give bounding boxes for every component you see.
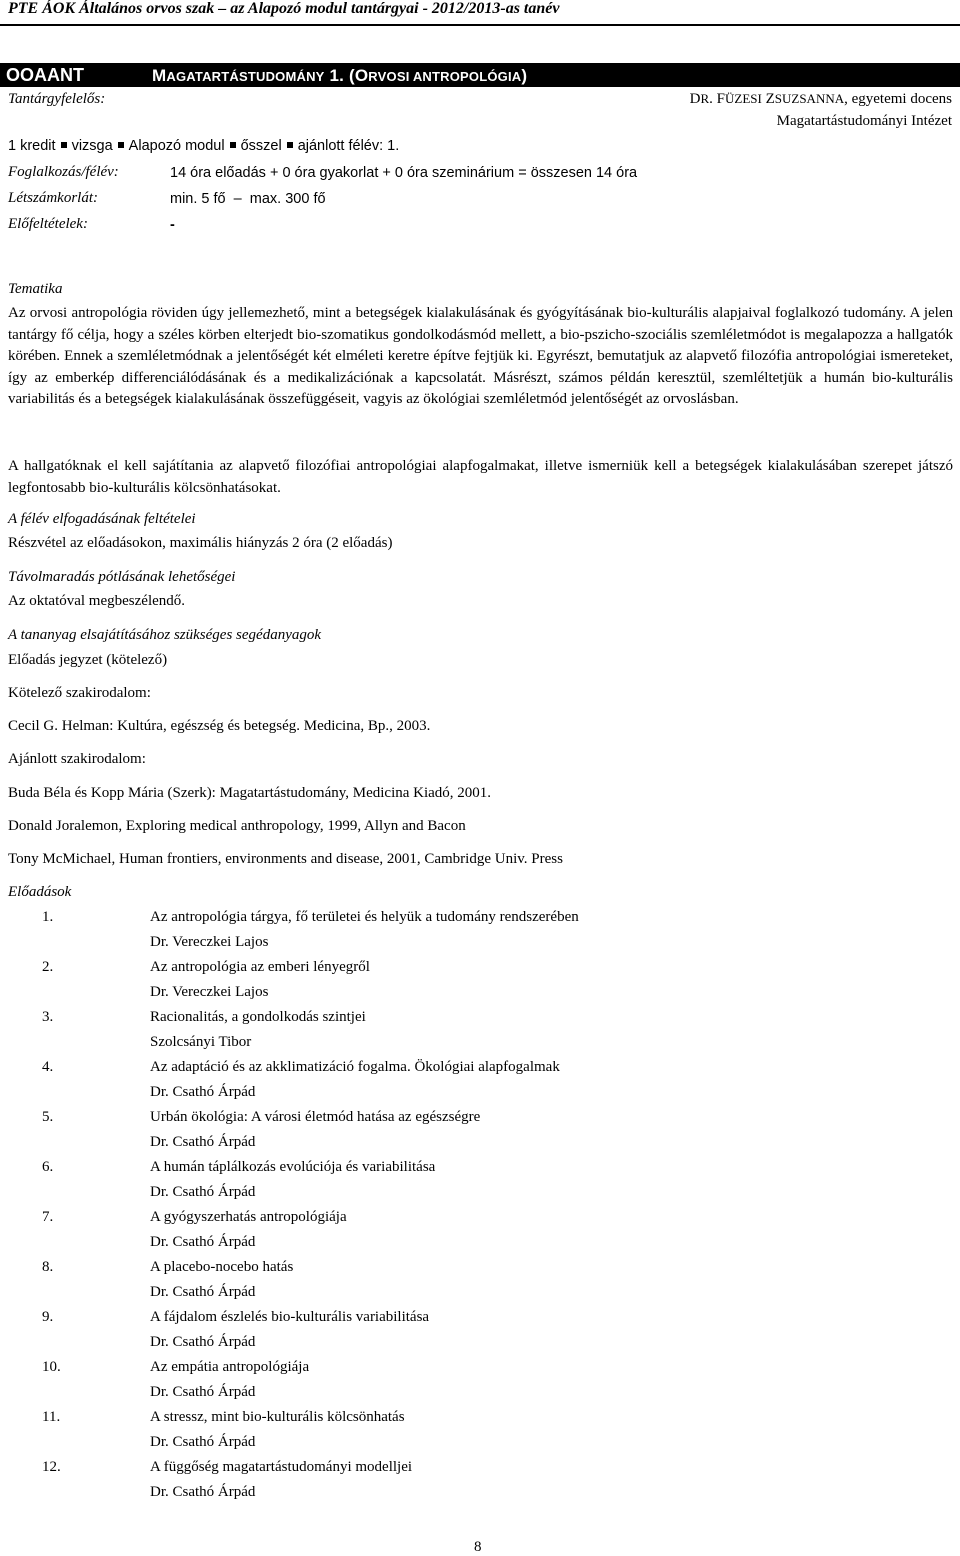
prereq-label: Előfeltételek: xyxy=(8,216,88,232)
lectures-heading: Előadások xyxy=(8,884,72,900)
acceptance-heading: A félév elfogadásának feltételei xyxy=(8,511,196,527)
lecture-title: Racionalitás, a gondolkodás szintjei xyxy=(150,1009,366,1025)
bullet-square-icon xyxy=(61,142,67,148)
lecture-lecturer: Dr. Vereczkei Lajos xyxy=(150,984,269,1000)
lecture-number: 11. xyxy=(42,1409,61,1425)
lecture-title: Az empátia antropológiája xyxy=(150,1359,310,1375)
lecture-lecturer: Dr. Csathó Árpád xyxy=(150,1284,256,1300)
lecture-number: 5. xyxy=(42,1109,54,1125)
tematika-heading: Tematika xyxy=(8,281,63,297)
responsible-name-part: SUZSANNA xyxy=(774,91,845,106)
responsible-name-part: . F xyxy=(709,91,725,107)
meta-credit: 1 kredit xyxy=(8,138,56,154)
absence-heading: Távolmaradás pótlásának lehetőségei xyxy=(8,569,236,585)
course-title-bar xyxy=(0,63,960,87)
responsible-name-part: D xyxy=(689,91,701,107)
tematika-paragraph-1: Az orvosi antropológia röviden úgy jellemezhető, mint a betegségek kialakulásának és gyógyításának bio-kulturális alapjaival foglalkozó tudomány. A jelen tantárgy fő célja, hogy a széles körben elterjedt bio-szomatikus gondolkodásmód mellett, a bio-pszicho-szociális szemléletmódot is megalapozza a hallgatók körében. Ennek a szemléletmódnak a jelentőségét két elméleti keretre építve fejtjük ki. Egyrészt, bemutatjuk az alapvető filozófia antropológiai ismereteket, így az emberkép differenciálódásának és a medikalizációnak a kapcsolatát. Másrészt, számos példán keresztül, szemléltetjük a humán bio-kulturális variabilitás és a betegségek kialakulásának összefüggéseit, vagyis az ökológiai szemléletmód jelentőségét az orvoslásban. xyxy=(8,305,953,407)
lecture-title: A fájdalom észlelés bio-kulturális variabilitása xyxy=(150,1309,430,1325)
running-header: PTE ÁOK Általános orvos szak – az Alapozó modul tantárgyai - 2012/2013-as tanév xyxy=(8,0,560,17)
recommended-literature-item: Tony McMichael, Human frontiers, environments and disease, 2001, Cambridge Univ. Press xyxy=(8,851,563,867)
meta-semester: ajánlott félév: 1. xyxy=(297,138,400,154)
lecture-lecturer: Dr. Csathó Árpád xyxy=(150,1484,256,1500)
lecture-number: 1. xyxy=(42,909,54,925)
hours-value: 14 óra előadás + 0 óra gyakorlat + 0 óra szeminárium = összesen 14 óra xyxy=(170,165,638,181)
course-code: OOAANT xyxy=(6,65,84,85)
lecture-lecturer: Dr. Csathó Árpád xyxy=(150,1184,256,1200)
responsible-name xyxy=(690,91,952,108)
responsible-name-part: Z xyxy=(761,91,775,107)
lecture-number: 6. xyxy=(42,1159,54,1175)
lecture-title: Az antropológia az emberi lényegről xyxy=(150,959,370,975)
course-name xyxy=(152,66,527,86)
meta-season: ősszel xyxy=(240,138,282,154)
required-literature-item: Cecil G. Helman: Kultúra, egészség és betegség. Medicina, Bp., 2003. xyxy=(8,718,431,734)
lecture-title: A humán táplálkozás evolúciója és variabilitása xyxy=(150,1159,436,1175)
lecture-number: 2. xyxy=(42,959,54,975)
bullet-square-icon xyxy=(118,142,124,148)
course-name-part: 1. (O xyxy=(324,66,369,85)
responsible-name-part: R xyxy=(700,91,710,106)
course-name-part: ) xyxy=(521,66,528,85)
headcount-label: Létszámkorlát: xyxy=(8,190,98,206)
tematika-paragraph-2: A hallgatóknak el kell sajátítania az alapvető filozófiai antropológiai alapfogalmakat, illetve ismerniük kell a betegségek kialakulásában szerepet játszó legfontosabb bio-kulturális kölcsönhatásokat. xyxy=(8,458,953,496)
course-meta-line xyxy=(8,138,399,154)
meta-exam: vizsga xyxy=(71,138,113,154)
lecture-title: A placebo-nocebo hatás xyxy=(150,1259,294,1275)
course-name-part: RVOSI ANTROPOLÓGIA xyxy=(368,69,522,84)
lecture-title: A stressz, mint bio-kulturális kölcsönhatás xyxy=(150,1409,405,1425)
responsible-name-part: , egyetemi docens xyxy=(844,91,952,107)
required-literature-heading: Kötelező szakirodalom: xyxy=(8,685,151,701)
lecture-lecturer: Dr. Csathó Árpád xyxy=(150,1134,256,1150)
course-name-part: AGATARTÁSTUDOMÁNY xyxy=(166,69,325,84)
lecture-lecturer: Dr. Csathó Árpád xyxy=(150,1084,256,1100)
responsible-name-part: ÜZESI xyxy=(725,91,762,106)
lecture-lecturer: Dr. Csathó Árpád xyxy=(150,1334,256,1350)
lecture-number: 10. xyxy=(42,1359,61,1375)
lecture-number: 7. xyxy=(42,1209,54,1225)
lecture-title: Az antropológia tárgya, fő területei és helyük a tudomány rendszerében xyxy=(150,909,579,925)
bullet-square-icon xyxy=(230,142,236,148)
lecture-number: 9. xyxy=(42,1309,54,1325)
institute-name: Magatartástudományi Intézet xyxy=(776,113,952,129)
recommended-literature-item: Buda Béla és Kopp Mária (Szerk): Magatartástudomány, Medicina Kiadó, 2001. xyxy=(8,785,492,801)
lecture-title: A gyógyszerhatás antropológiája xyxy=(150,1209,347,1225)
headcount-value: min. 5 fő – max. 300 fő xyxy=(170,191,326,207)
lecture-number: 12. xyxy=(42,1459,61,1475)
lecture-number: 3. xyxy=(42,1009,54,1025)
header-rule xyxy=(0,24,960,26)
lecture-lecturer: Dr. Csathó Árpád xyxy=(150,1434,256,1450)
course-name-part: M xyxy=(152,66,167,85)
materials-text: Előadás jegyzet (kötelező) xyxy=(8,652,168,668)
lecture-lecturer: Dr. Csathó Árpád xyxy=(150,1384,256,1400)
materials-heading: A tananyag elsajátításához szükséges segédanyagok xyxy=(8,627,322,643)
prereq-value: - xyxy=(170,217,175,233)
bullet-square-icon xyxy=(287,142,293,148)
recommended-literature-heading: Ajánlott szakirodalom: xyxy=(8,751,146,767)
lecture-number: 8. xyxy=(42,1259,54,1275)
lecture-title: A függőség magatartástudományi modelljei xyxy=(150,1459,413,1475)
hours-label: Foglalkozás/félév: xyxy=(8,164,119,180)
lecture-number: 4. xyxy=(42,1059,54,1075)
lecture-title: Urbán ökológia: A városi életmód hatása az egészségre xyxy=(150,1109,481,1125)
lecture-title: Az adaptáció és az akklimatizáció fogalma. Ökológiai alapfogalmak xyxy=(150,1059,560,1075)
responsible-label: Tantárgyfelelős: xyxy=(8,91,106,107)
recommended-literature-item: Donald Joralemon, Exploring medical anthropology, 1999, Allyn and Bacon xyxy=(8,818,466,834)
absence-text: Az oktatóval megbeszélendő. xyxy=(8,593,186,609)
page-number: 8 xyxy=(474,1539,482,1555)
lecture-lecturer: Dr. Vereczkei Lajos xyxy=(150,934,269,950)
acceptance-text: Részvétel az előadásokon, maximális hiányzás 2 óra (2 előadás) xyxy=(8,535,393,551)
meta-module: Alapozó modul xyxy=(128,138,225,154)
lecture-lecturer: Szolcsányi Tibor xyxy=(150,1034,252,1050)
lecture-lecturer: Dr. Csathó Árpád xyxy=(150,1234,256,1250)
